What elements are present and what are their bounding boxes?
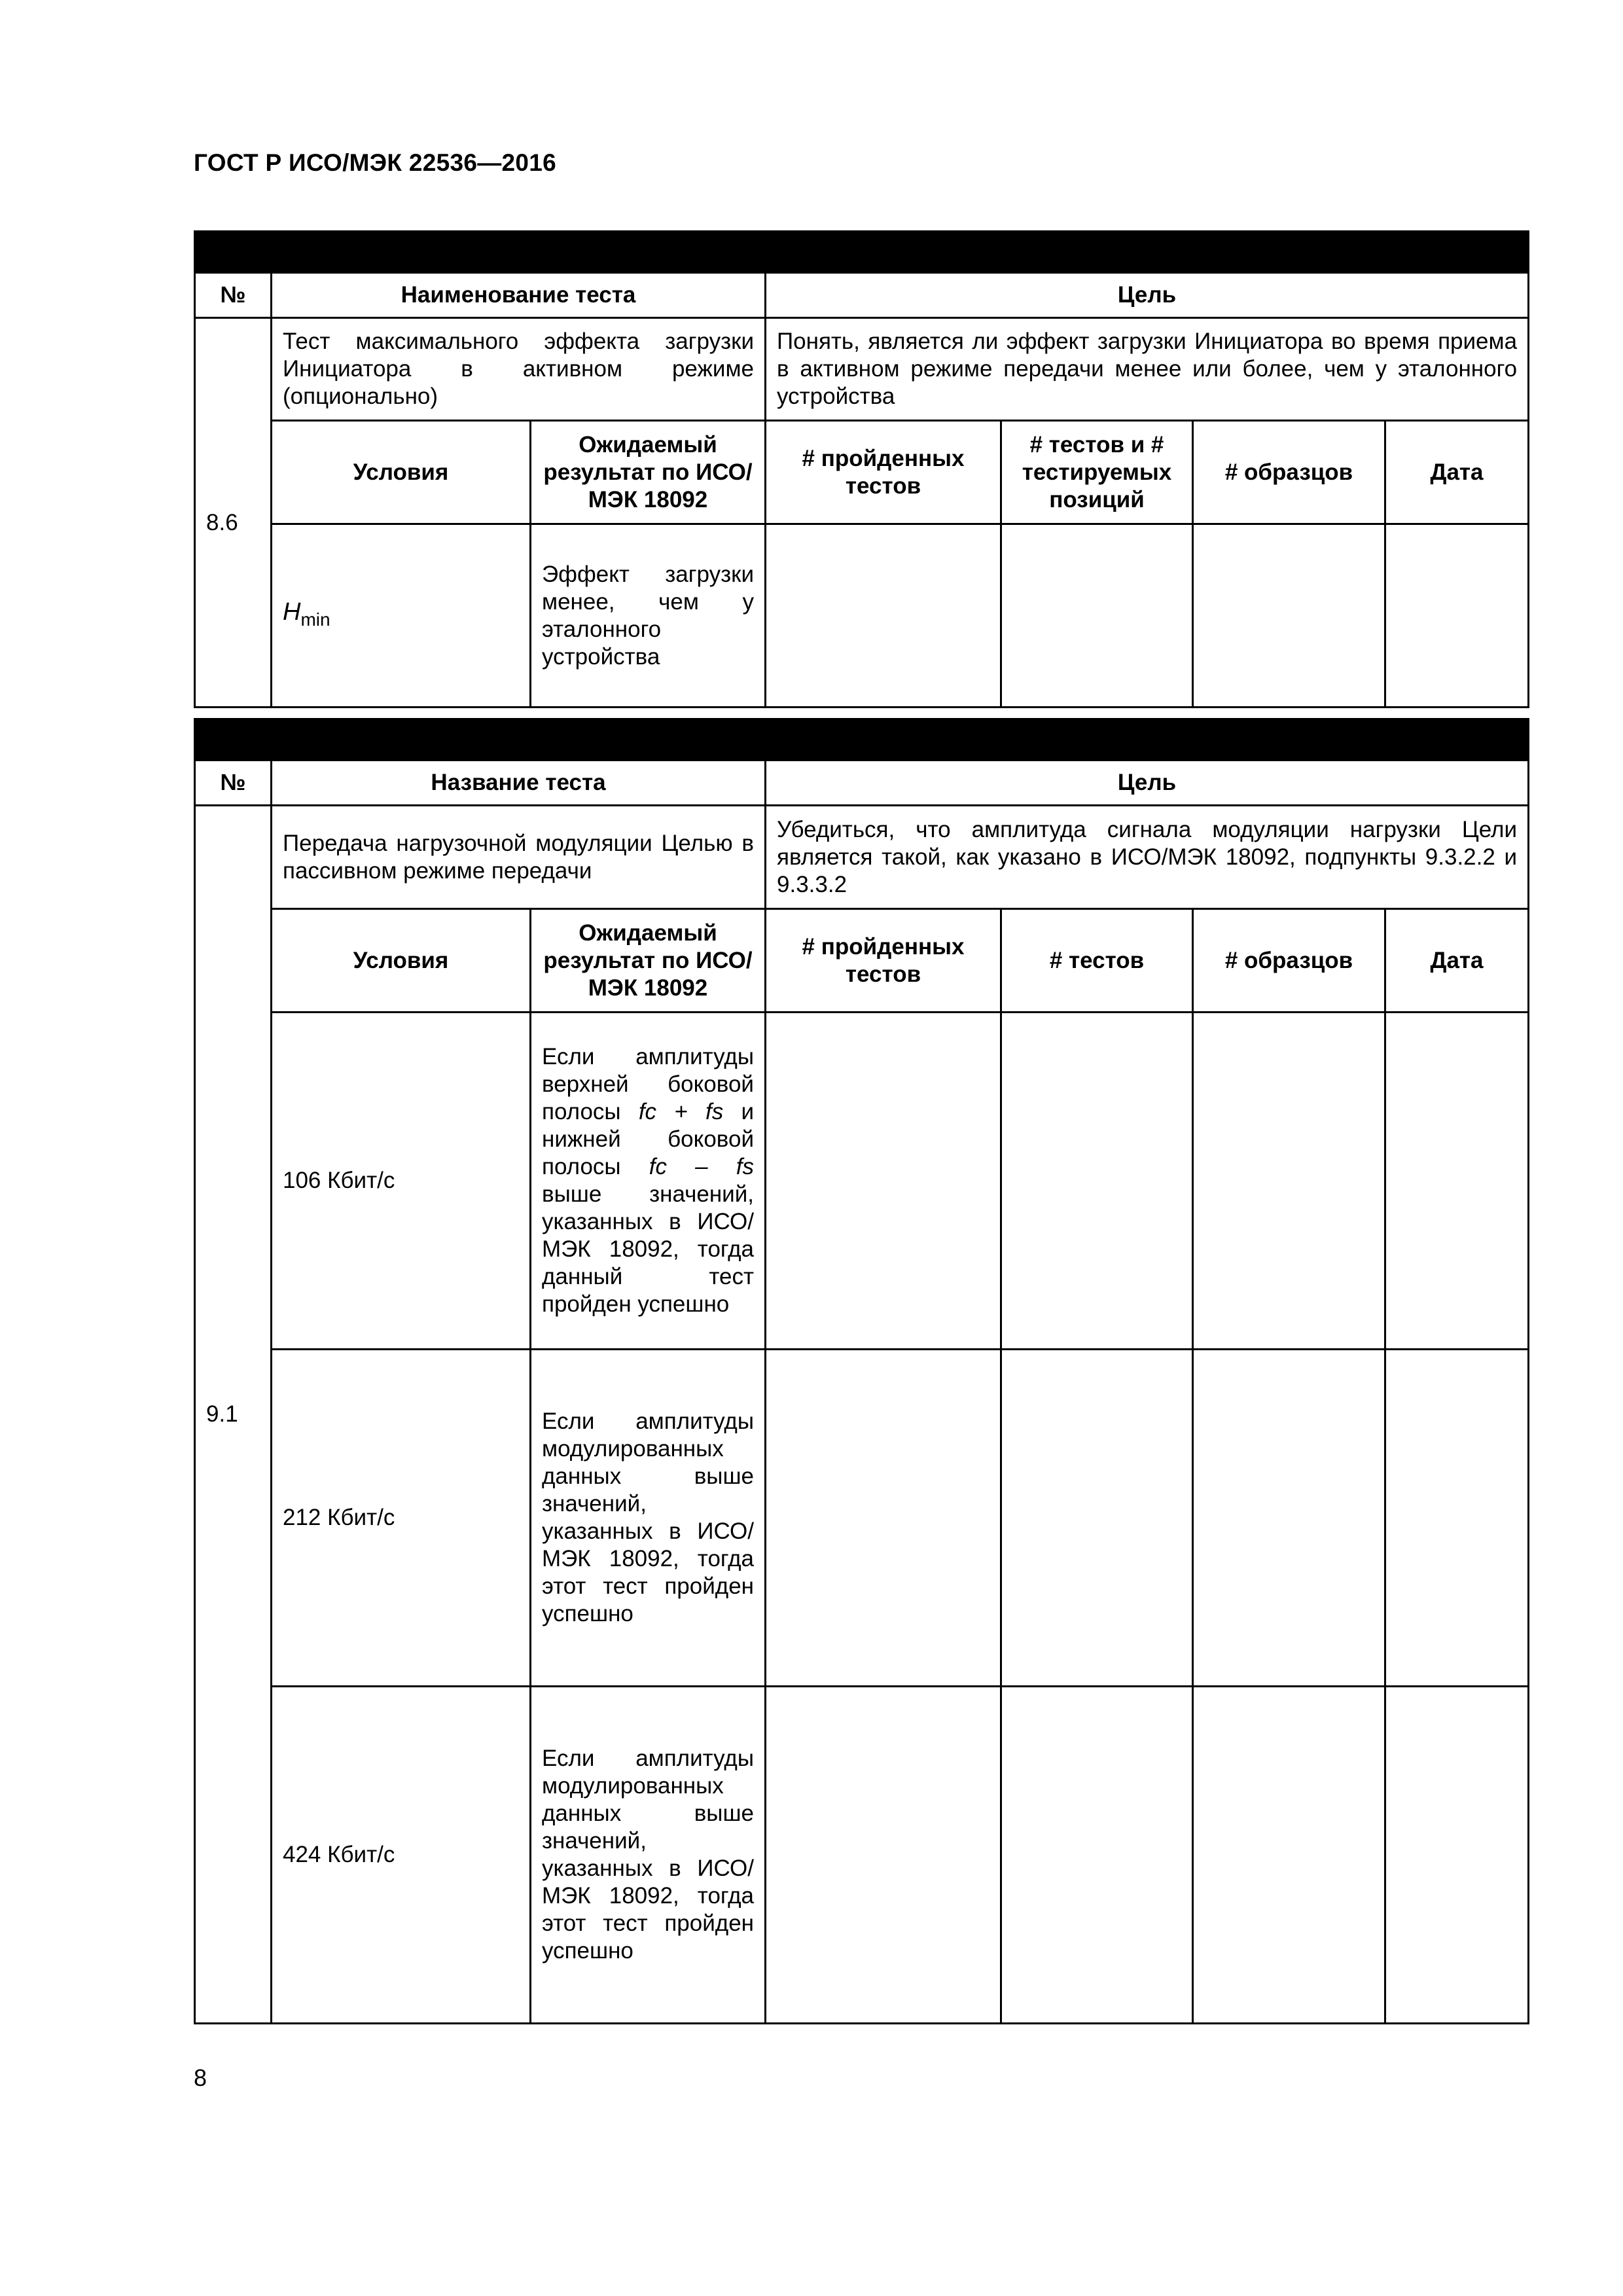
h-min-symbol: $H_{min}$ [283,598,330,630]
test-number: 9.1 [195,806,272,2024]
subheader-tests: # тестов [1001,909,1193,1013]
tests-cell [1001,1013,1193,1350]
column-header-number: № [195,761,272,806]
condition-cell [272,524,531,708]
subheader-row [195,909,1529,1013]
subheader-expected-result: Ожидаемый результат по ИСО/МЭК 18092 [531,421,766,524]
test-row [195,806,1529,909]
test-table-8-6 [194,230,1529,708]
passed-tests-cell [766,1687,1001,2024]
section-band [195,232,1529,273]
condition-row [195,524,1529,708]
page-number: 8 [194,2064,207,2091]
document-header: ГОСТ Р ИСО/МЭК 22536—2016 [194,149,557,176]
date-cell [1385,1687,1529,2024]
subheader-tests-positions: # тестов и # тестируемых позиций [1001,421,1193,524]
test-goal: Убедиться, что амплитуда сигнала модуляции нагрузки Цели является такой, как указано в ИСО/МЭК 18092, подпункты 9.3.2.2 и 9.3.3.2 [766,806,1529,909]
section-band [195,719,1529,761]
tests-cell [1001,524,1193,708]
condition-row [195,1013,1529,1350]
condition-cell: 424 Кбит/с [272,1687,531,2024]
passed-tests-cell [766,524,1001,708]
test-goal: Понять, является ли эффект загрузки Инициатора во время приема в активном режиме передачи менее или более, чем у эталонного устройства [766,318,1529,421]
expected-result-cell: Эффект загрузки менее, чем у эталонного устройства [531,524,766,708]
column-header-test-name: Название теста [272,761,766,806]
samples-cell [1193,1013,1385,1350]
subheader-passed-tests: # пройденных тестов [766,421,1001,524]
subheader-date: Дата [1385,421,1529,524]
date-cell [1385,1013,1529,1350]
condition-cell: 106 Кбит/с [272,1013,531,1350]
column-header-number: № [195,273,272,318]
subheader-samples: # образцов [1193,909,1385,1013]
test-name: Тест максимального эффекта загрузки Инициатора в активном режиме (опционально) [272,318,766,421]
subheader-date: Дата [1385,909,1529,1013]
expected-result-cell: Если амплитуды верхней боковой полосы fc + fs и нижней боковой полосы fc – fs выше значений, указанных в ИСО/МЭК 18092, тогда данный тест пройден успешно [531,1013,766,1350]
subheader-row [195,421,1529,524]
condition-cell: 212 Кбит/с [272,1350,531,1687]
expected-result-cell: Если амплитуды модулированных данных выше значений, указанных в ИСО/МЭК 18092, тогда этот тест пройден успешно [531,1687,766,2024]
column-header-goal: Цель [766,273,1529,318]
samples-cell [1193,524,1385,708]
date-cell [1385,1350,1529,1687]
test-row [195,318,1529,421]
condition-row [195,1687,1529,2024]
samples-cell [1193,1687,1385,2024]
subheader-conditions: Условия [272,909,531,1013]
test-number: 8.6 [195,318,272,708]
subheader-samples: # образцов [1193,421,1385,524]
subheader-expected-result: Ожидаемый результат по ИСО/МЭК 18092 [531,909,766,1013]
tests-cell [1001,1687,1193,2024]
column-header-goal: Цель [766,761,1529,806]
passed-tests-cell [766,1350,1001,1687]
subheader-conditions: Условия [272,421,531,524]
tests-cell [1001,1350,1193,1687]
date-cell [1385,524,1529,708]
table-header-row [195,761,1529,806]
test-table-9-1 [194,718,1529,2024]
column-header-test-name: Наименование теста [272,273,766,318]
subheader-passed-tests: # пройденных тестов [766,909,1001,1013]
test-name: Передача нагрузочной модуляции Целью в пассивном режиме передачи [272,806,766,909]
table-header-row [195,273,1529,318]
samples-cell [1193,1350,1385,1687]
expected-result-cell: Если амплитуды модулированных данных выше значений, указанных в ИСО/МЭК 18092, тогда этот тест пройден успешно [531,1350,766,1687]
condition-row [195,1350,1529,1687]
passed-tests-cell [766,1013,1001,1350]
